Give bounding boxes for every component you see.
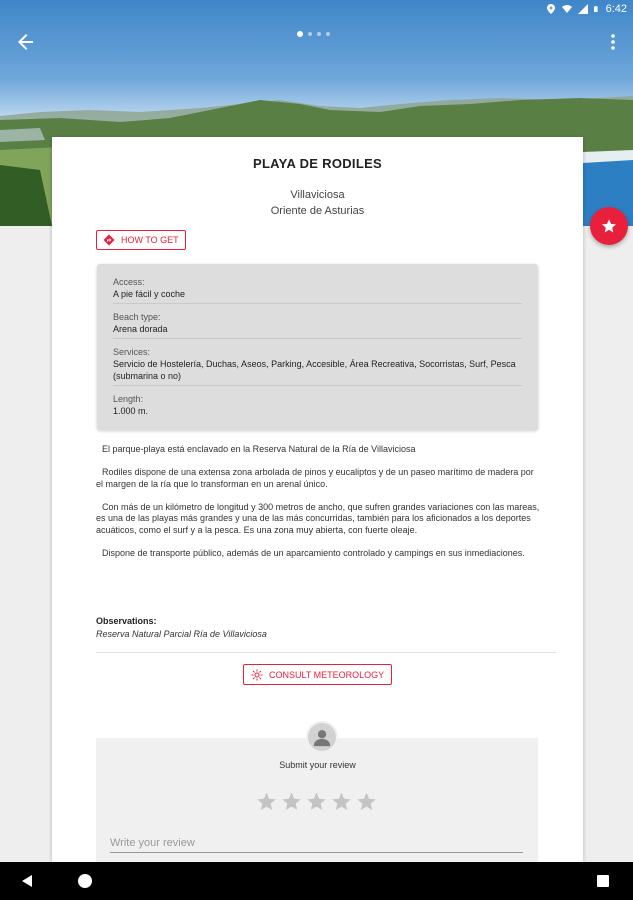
battery-icon bbox=[594, 4, 600, 14]
description-paragraph: Rodiles dispone de una extensa zona arbolada de pinos y eucaliptos y de un paseo marítimo de madera por el margen de la ría que lo transforman en un arenal único. bbox=[96, 467, 534, 489]
divider bbox=[96, 652, 556, 653]
status-time: 6:42 bbox=[605, 3, 627, 15]
arrow-back-icon bbox=[14, 30, 38, 54]
avatar-icon bbox=[311, 726, 333, 748]
info-row-access bbox=[113, 276, 522, 304]
location-region: Oriente de Asturias bbox=[270, 205, 365, 217]
more-vert-icon bbox=[607, 30, 619, 54]
nav-recents-icon[interactable] bbox=[597, 875, 609, 887]
description-paragraph: El parque-playa está enclavado en la Reserva Natural de la Ría de Villaviciosa bbox=[102, 444, 416, 454]
description-paragraph: Dispone de transporte público, además de un aparcamiento controlado y campings en sus inmediaciones. bbox=[102, 547, 525, 558]
info-row-beach-type bbox=[113, 311, 522, 339]
back-button[interactable] bbox=[14, 30, 38, 54]
star-4-icon[interactable] bbox=[331, 791, 352, 812]
nav-home-icon[interactable] bbox=[78, 874, 92, 888]
user-avatar bbox=[306, 721, 338, 753]
star-2-icon[interactable] bbox=[281, 791, 302, 812]
rating-stars[interactable] bbox=[256, 791, 377, 812]
pager-dot bbox=[308, 32, 312, 36]
info-value: 1.000 m. bbox=[113, 406, 149, 416]
info-label: Services: bbox=[113, 347, 151, 357]
status-bar bbox=[0, 0, 633, 18]
description-paragraph: Con más de un kilómetro de longitud y 300 metros de ancho, que sufren grandes variaciones con las mareas, es una de las playas más grandes y una de las más concurridas, también para los aficionados a los deportes acuáticos, como el surf y a la pesca. Es una zona muy abierta, con fuerte oleaje. bbox=[96, 501, 540, 535]
wifi-icon bbox=[562, 4, 572, 14]
review-input[interactable] bbox=[110, 834, 523, 853]
image-pager-indicator bbox=[297, 31, 330, 37]
info-label: Length: bbox=[113, 394, 144, 404]
pager-dot bbox=[326, 32, 330, 36]
pager-dot-active bbox=[297, 31, 303, 37]
info-label: Access: bbox=[113, 277, 145, 287]
overflow-menu-button[interactable] bbox=[607, 30, 619, 54]
star-1-icon[interactable] bbox=[256, 791, 277, 812]
info-value: A pie fácil y coche bbox=[113, 289, 186, 299]
signal-icon bbox=[578, 4, 588, 14]
location-municipality: Villaviciosa bbox=[290, 189, 345, 201]
pager-dot bbox=[317, 32, 321, 36]
system-navigation-bar bbox=[0, 862, 633, 900]
how-to-get-button[interactable] bbox=[96, 230, 186, 250]
nav-back-icon[interactable] bbox=[20, 874, 34, 888]
location-icon bbox=[546, 4, 556, 14]
info-value: Arena dorada bbox=[113, 324, 168, 334]
page-title: PLAYA DE RODILES bbox=[252, 156, 383, 171]
consult-meteorology-label: CONSULT METEOROLOGY bbox=[269, 669, 385, 680]
beach-info-box bbox=[97, 264, 538, 430]
star-icon bbox=[601, 218, 617, 234]
observations-label: Observations: bbox=[96, 616, 157, 626]
review-title: Submit your review bbox=[279, 760, 356, 770]
beach-description bbox=[96, 444, 541, 571]
star-3-icon[interactable] bbox=[306, 791, 327, 812]
beach-detail-card bbox=[52, 137, 583, 862]
info-label: Beach type: bbox=[113, 312, 161, 322]
info-row-length bbox=[113, 393, 522, 420]
star-5-icon[interactable] bbox=[356, 791, 377, 812]
info-row-services bbox=[113, 346, 522, 386]
how-to-get-label: HOW TO GET bbox=[121, 235, 179, 245]
observations-value: Reserva Natural Parcial Ría de Villaviciosa bbox=[96, 629, 267, 639]
favorite-fab[interactable] bbox=[590, 207, 628, 245]
consult-meteorology-button[interactable] bbox=[243, 664, 392, 685]
directions-icon bbox=[103, 234, 115, 246]
info-value: Servicio de Hostelería, Duchas, Aseos, Parking, Accesible, Área Recreativa, Socorristas, Surf, Pesca (submarina o no) bbox=[113, 359, 516, 381]
sun-icon bbox=[251, 669, 263, 681]
